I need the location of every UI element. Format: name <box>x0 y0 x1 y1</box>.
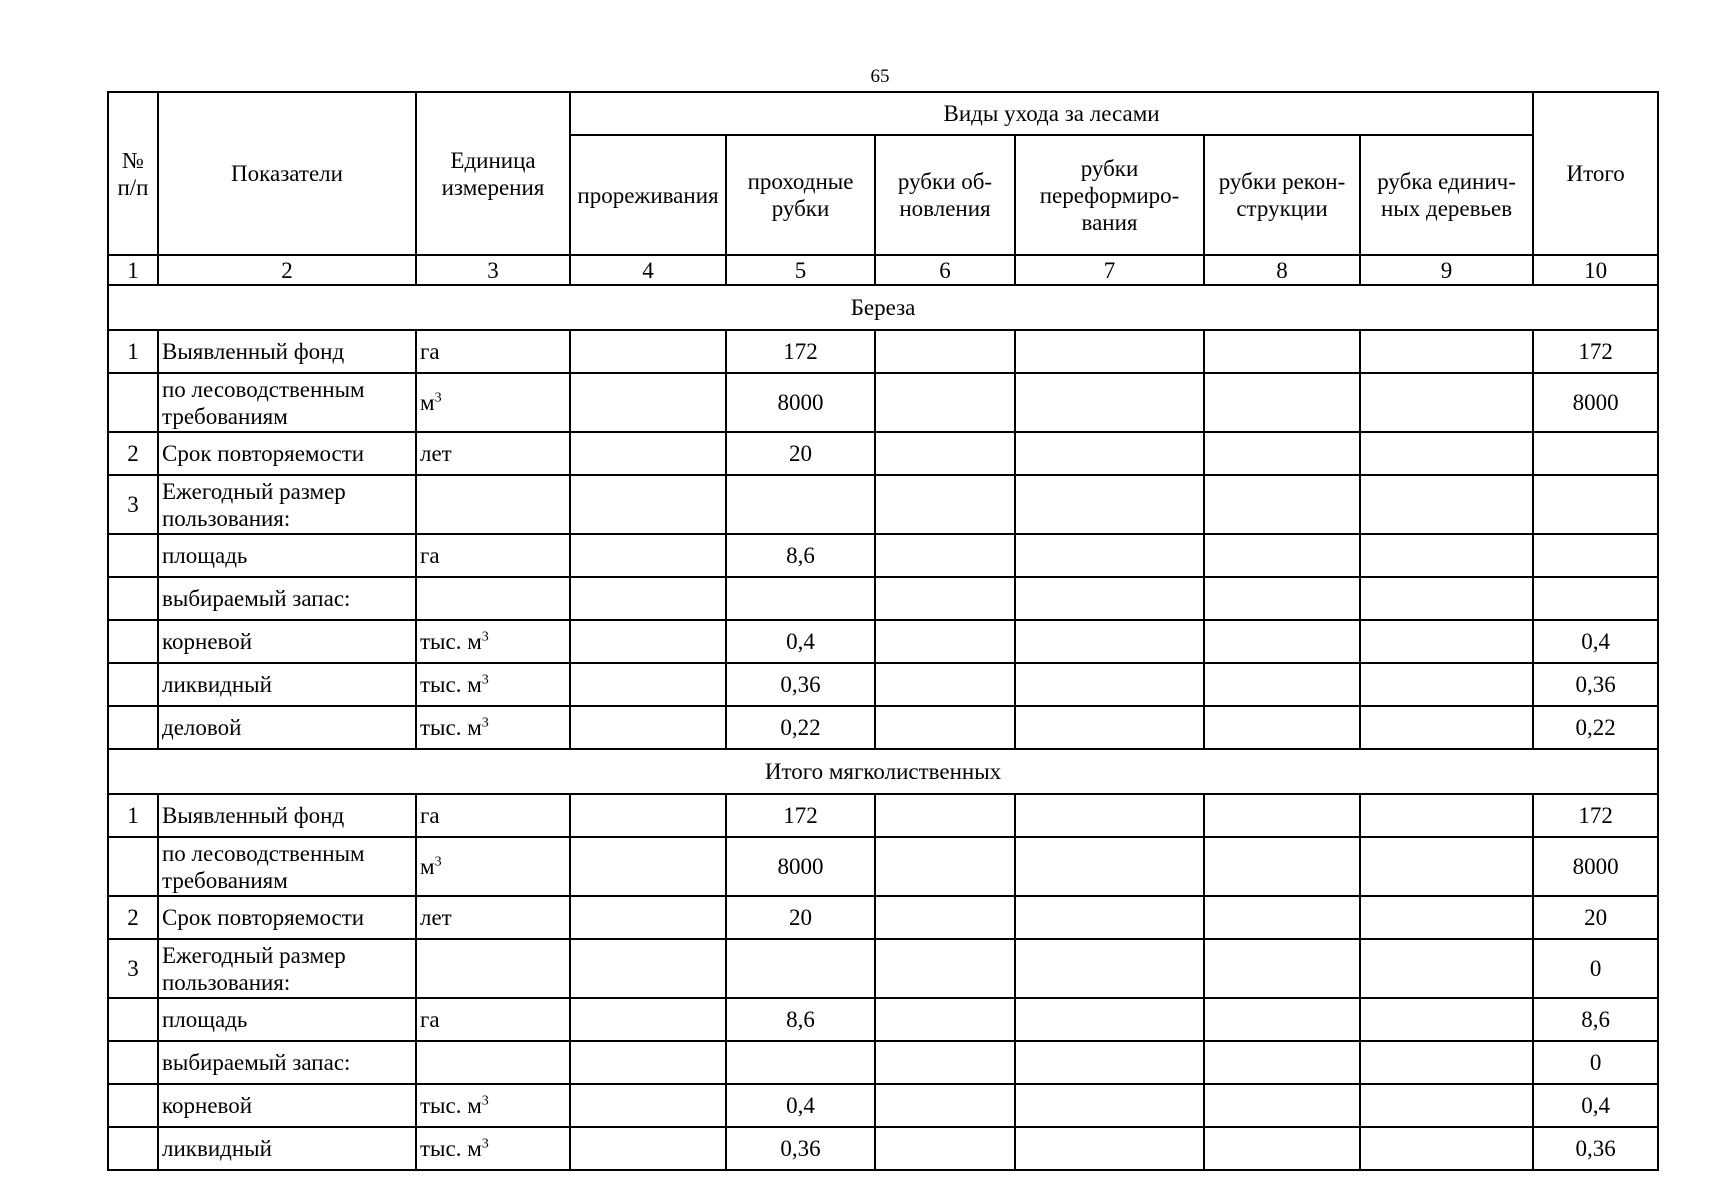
row-total: 8000 <box>1533 837 1658 896</box>
row-total: 20 <box>1533 896 1658 939</box>
row-unit <box>416 620 570 663</box>
row-total <box>1533 475 1658 534</box>
unit-superscript: 3 <box>481 629 489 645</box>
row-unit <box>416 998 570 1041</box>
row-value <box>1015 794 1204 837</box>
row-value <box>1360 432 1533 475</box>
column-number: 1 <box>108 255 158 285</box>
row-value: 8000 <box>726 837 875 896</box>
unit-text: тыс. м <box>420 715 482 740</box>
row-unit <box>416 1084 570 1127</box>
table-row <box>108 794 1658 837</box>
row-value <box>1360 577 1533 620</box>
column-number: 2 <box>158 255 416 285</box>
row-value <box>1204 330 1360 373</box>
row-value: 172 <box>726 330 875 373</box>
section-row <box>108 285 1658 330</box>
column-number: 8 <box>1204 255 1360 285</box>
row-value <box>570 432 726 475</box>
row-value <box>875 1084 1015 1127</box>
section-title: Итого мягколиственных <box>108 749 1658 794</box>
row-indicator: выбираемый запас: <box>158 577 416 620</box>
row-value <box>1204 432 1360 475</box>
row-value <box>1204 837 1360 896</box>
row-value <box>1204 794 1360 837</box>
row-value <box>1360 373 1533 432</box>
row-indicator: выбираемый запас: <box>158 1041 416 1084</box>
unit-superscript: 3 <box>481 1093 489 1109</box>
table-row <box>108 620 1658 663</box>
row-unit <box>416 896 570 939</box>
row-value <box>1204 706 1360 749</box>
row-value <box>570 794 726 837</box>
row-value <box>1204 534 1360 577</box>
row-unit <box>416 1041 570 1084</box>
unit-text: лет <box>420 441 452 466</box>
table-row <box>108 939 1658 998</box>
header-num: № п/п <box>108 92 158 255</box>
row-value <box>875 432 1015 475</box>
row-unit <box>416 837 570 896</box>
row-number: 2 <box>108 432 158 475</box>
row-value <box>570 1084 726 1127</box>
header-unit: Единица измерения <box>416 92 570 255</box>
column-number: 3 <box>416 255 570 285</box>
row-value <box>1015 939 1204 998</box>
row-number <box>108 998 158 1041</box>
row-value <box>1204 373 1360 432</box>
row-total: 172 <box>1533 794 1658 837</box>
row-value <box>1015 1127 1204 1170</box>
row-total: 0,4 <box>1533 620 1658 663</box>
row-number: 3 <box>108 475 158 534</box>
row-number: 1 <box>108 330 158 373</box>
row-value <box>570 998 726 1041</box>
column-number: 5 <box>726 255 875 285</box>
header-type-single-tree-cutting: рубка единич-ных деревьев <box>1360 135 1533 255</box>
row-total <box>1533 432 1658 475</box>
unit-text: тыс. м <box>420 1136 482 1161</box>
table-row <box>108 837 1658 896</box>
row-value <box>570 1127 726 1170</box>
table-row <box>108 998 1658 1041</box>
row-number: 3 <box>108 939 158 998</box>
column-number: 4 <box>570 255 726 285</box>
table-body <box>108 285 1658 1170</box>
row-value <box>1360 1084 1533 1127</box>
row-value <box>570 1041 726 1084</box>
page-number: 65 <box>870 66 890 87</box>
table-row <box>108 475 1658 534</box>
table-row <box>108 373 1658 432</box>
column-number: 9 <box>1360 255 1533 285</box>
header-type-reconstruction-cutting: рубки рекон-струкции <box>1204 135 1360 255</box>
row-value <box>1015 330 1204 373</box>
row-indicator: ликвидный <box>158 1127 416 1170</box>
table-row <box>108 1084 1658 1127</box>
row-indicator: корневой <box>158 1084 416 1127</box>
table-row <box>108 330 1658 373</box>
row-value <box>570 896 726 939</box>
row-value <box>1204 939 1360 998</box>
row-value <box>570 837 726 896</box>
row-value <box>570 577 726 620</box>
row-number <box>108 534 158 577</box>
row-value <box>1360 794 1533 837</box>
row-indicator: Срок повторяемости <box>158 432 416 475</box>
header-group: Виды ухода за лесами <box>570 92 1533 135</box>
row-unit <box>416 1127 570 1170</box>
row-total: 8,6 <box>1533 998 1658 1041</box>
row-number <box>108 663 158 706</box>
row-value <box>570 373 726 432</box>
row-number <box>108 620 158 663</box>
unit-text: га <box>420 543 440 568</box>
row-unit <box>416 373 570 432</box>
row-value <box>875 373 1015 432</box>
row-value <box>1204 577 1360 620</box>
row-value <box>1015 373 1204 432</box>
row-value <box>1015 534 1204 577</box>
row-total: 8000 <box>1533 373 1658 432</box>
row-value <box>570 475 726 534</box>
row-value <box>875 1041 1015 1084</box>
row-indicator: Ежегодный размер пользования: <box>158 939 416 998</box>
unit-superscript: 3 <box>434 390 442 406</box>
row-unit <box>416 330 570 373</box>
header-indicator: Показатели <box>158 92 416 255</box>
section-title: Береза <box>108 285 1658 330</box>
row-value <box>1360 475 1533 534</box>
row-value: 0,4 <box>726 620 875 663</box>
row-value <box>1360 1041 1533 1084</box>
row-value <box>875 1127 1015 1170</box>
row-value <box>1204 663 1360 706</box>
row-value <box>1360 663 1533 706</box>
unit-text: га <box>420 1007 440 1032</box>
row-total <box>1533 577 1658 620</box>
row-unit <box>416 794 570 837</box>
row-value <box>1015 1084 1204 1127</box>
column-number: 10 <box>1533 255 1658 285</box>
row-value <box>1204 1127 1360 1170</box>
row-total: 0,22 <box>1533 706 1658 749</box>
row-total: 0 <box>1533 939 1658 998</box>
row-number: 2 <box>108 896 158 939</box>
header-type-renewal-cutting: рубки об-новления <box>875 135 1015 255</box>
row-indicator: Выявленный фонд <box>158 330 416 373</box>
row-value <box>570 663 726 706</box>
row-value: 0,22 <box>726 706 875 749</box>
row-number <box>108 1127 158 1170</box>
row-value <box>875 706 1015 749</box>
row-indicator: Ежегодный размер пользования: <box>158 475 416 534</box>
row-value: 20 <box>726 896 875 939</box>
unit-superscript: 3 <box>481 1136 489 1152</box>
row-number <box>108 577 158 620</box>
table-row <box>108 432 1658 475</box>
unit-superscript: 3 <box>434 854 442 870</box>
row-value <box>1204 1041 1360 1084</box>
row-unit <box>416 706 570 749</box>
row-total: 172 <box>1533 330 1658 373</box>
row-value <box>1204 998 1360 1041</box>
row-unit <box>416 663 570 706</box>
row-value <box>875 794 1015 837</box>
unit-superscript: 3 <box>481 715 489 731</box>
row-unit <box>416 577 570 620</box>
row-unit <box>416 475 570 534</box>
row-value <box>1015 663 1204 706</box>
row-indicator: Выявленный фонд <box>158 794 416 837</box>
row-value <box>1015 620 1204 663</box>
row-unit <box>416 534 570 577</box>
column-number: 6 <box>875 255 1015 285</box>
table-row <box>108 577 1658 620</box>
row-total: 0,36 <box>1533 1127 1658 1170</box>
table-row <box>108 1127 1658 1170</box>
unit-text: м <box>420 390 435 415</box>
row-value <box>1360 939 1533 998</box>
row-value: 0,36 <box>726 663 875 706</box>
row-value <box>1360 330 1533 373</box>
unit-text: га <box>420 803 440 828</box>
row-value <box>875 939 1015 998</box>
row-number <box>108 1084 158 1127</box>
unit-text: тыс. м <box>420 1093 482 1118</box>
row-value <box>1015 432 1204 475</box>
row-value <box>1015 1041 1204 1084</box>
row-value <box>1015 577 1204 620</box>
header-type-reformation-cutting: рубки переформиро-вания <box>1015 135 1204 255</box>
row-value: 8,6 <box>726 534 875 577</box>
row-value <box>1015 475 1204 534</box>
row-value <box>726 475 875 534</box>
row-value <box>726 577 875 620</box>
row-value <box>875 620 1015 663</box>
row-number <box>108 706 158 749</box>
table-row <box>108 1041 1658 1084</box>
header-total: Итого <box>1533 92 1658 255</box>
row-value <box>875 534 1015 577</box>
forest-care-table <box>107 91 1659 1171</box>
row-value <box>570 939 726 998</box>
row-total: 0 <box>1533 1041 1658 1084</box>
row-value <box>570 330 726 373</box>
row-indicator: по лесоводственным требованиям <box>158 837 416 896</box>
row-value <box>1015 998 1204 1041</box>
row-indicator: площадь <box>158 998 416 1041</box>
unit-superscript: 3 <box>481 672 489 688</box>
row-indicator: корневой <box>158 620 416 663</box>
column-number: 7 <box>1015 255 1204 285</box>
unit-text: тыс. м <box>420 629 482 654</box>
table-row <box>108 534 1658 577</box>
row-value <box>875 330 1015 373</box>
row-total <box>1533 534 1658 577</box>
row-value <box>875 577 1015 620</box>
row-value: 8,6 <box>726 998 875 1041</box>
row-value <box>875 837 1015 896</box>
row-number <box>108 373 158 432</box>
header-type-passage-cutting: проходные рубки <box>726 135 875 255</box>
row-value <box>1360 896 1533 939</box>
section-row <box>108 749 1658 794</box>
row-value: 8000 <box>726 373 875 432</box>
unit-text: тыс. м <box>420 672 482 697</box>
row-number <box>108 1041 158 1084</box>
row-number <box>108 837 158 896</box>
row-value <box>570 706 726 749</box>
row-value: 0,4 <box>726 1084 875 1127</box>
row-value <box>1204 475 1360 534</box>
row-value <box>875 475 1015 534</box>
unit-text: га <box>420 339 440 364</box>
table-row <box>108 706 1658 749</box>
row-value <box>1015 896 1204 939</box>
row-value <box>1360 1127 1533 1170</box>
row-value: 172 <box>726 794 875 837</box>
row-value <box>1204 620 1360 663</box>
row-value <box>726 939 875 998</box>
row-value <box>1015 837 1204 896</box>
unit-text: м <box>420 854 435 879</box>
table-row <box>108 896 1658 939</box>
row-value <box>1360 534 1533 577</box>
row-indicator: ликвидный <box>158 663 416 706</box>
row-value <box>1360 620 1533 663</box>
row-value: 20 <box>726 432 875 475</box>
row-value <box>1360 998 1533 1041</box>
row-total: 0,36 <box>1533 663 1658 706</box>
row-unit <box>416 432 570 475</box>
row-value <box>570 534 726 577</box>
header-type-thinning: прореживания <box>570 135 726 255</box>
row-value <box>875 896 1015 939</box>
column-number-row <box>108 255 1658 285</box>
row-value <box>1360 837 1533 896</box>
row-indicator: по лесоводственным требованиям <box>158 373 416 432</box>
row-indicator: площадь <box>158 534 416 577</box>
row-value <box>1360 706 1533 749</box>
row-value <box>875 998 1015 1041</box>
row-value <box>1204 1084 1360 1127</box>
table-row <box>108 663 1658 706</box>
row-indicator: Срок повторяемости <box>158 896 416 939</box>
row-total: 0,4 <box>1533 1084 1658 1127</box>
row-value: 0,36 <box>726 1127 875 1170</box>
row-value <box>1204 896 1360 939</box>
unit-text: лет <box>420 905 452 930</box>
row-number: 1 <box>108 794 158 837</box>
row-value <box>726 1041 875 1084</box>
row-indicator: деловой <box>158 706 416 749</box>
row-value <box>570 620 726 663</box>
row-unit <box>416 939 570 998</box>
row-value <box>1015 706 1204 749</box>
row-value <box>875 663 1015 706</box>
